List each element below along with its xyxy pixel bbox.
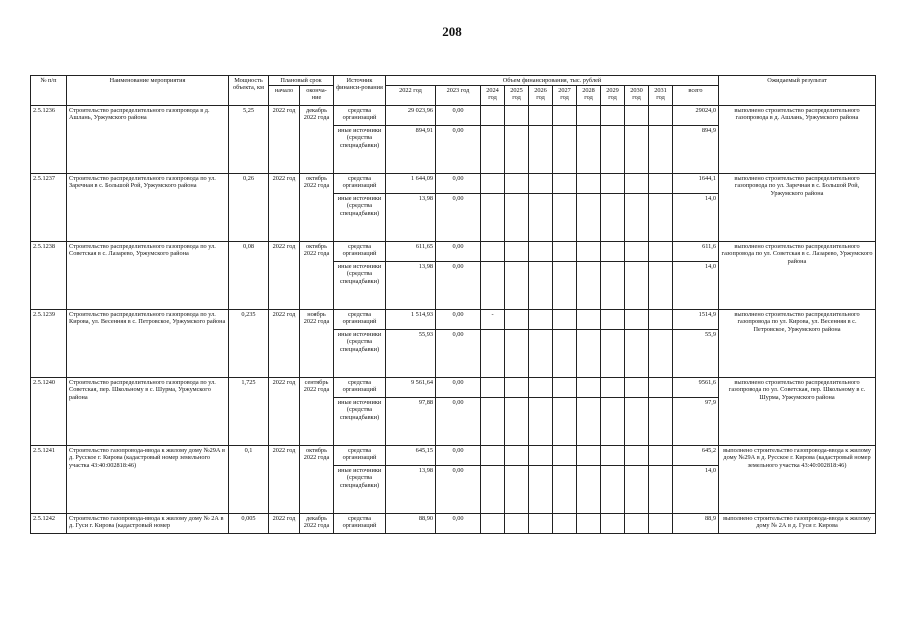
funding-table bbox=[30, 75, 876, 534]
row-year-2028 bbox=[577, 126, 601, 174]
row-year-2024 bbox=[481, 398, 505, 446]
row-value-2023: 0,00 bbox=[436, 106, 481, 126]
row-total: 1514,9 bbox=[673, 310, 719, 330]
row-end: октябрь 2022 года bbox=[300, 446, 334, 514]
row-value-2023: 0,00 bbox=[436, 310, 481, 330]
row-start: 2022 год bbox=[269, 242, 300, 310]
row-result: выполнено строительство газопровода-ввода к жилому дому №29А в д. Русское г. Кирова (кадастровый номер земельного участка 43:40:002818:46) bbox=[719, 446, 876, 514]
row-year-2025 bbox=[505, 174, 529, 194]
row-value-2022: 29 023,96 bbox=[386, 106, 436, 126]
row-result: выполнено строительство газопровода-ввода к жилому дому № 2А в д. Гуси г. Кирова bbox=[719, 514, 876, 534]
row-capacity: 0,08 bbox=[229, 242, 269, 310]
header-source: Источник финанси-рования bbox=[334, 76, 386, 106]
header-capacity: Мощность объекта, км bbox=[229, 76, 269, 106]
row-year-2026 bbox=[529, 126, 553, 174]
header-year-2031: 2031 год bbox=[649, 86, 673, 106]
row-value-2022: 1 644,09 bbox=[386, 174, 436, 194]
row-year-2025 bbox=[505, 330, 529, 378]
row-year-2029 bbox=[601, 466, 625, 514]
row-year-2025 bbox=[505, 126, 529, 174]
row-value-2022: 9 561,64 bbox=[386, 378, 436, 398]
row-end: сентябрь 2022 года bbox=[300, 378, 334, 446]
row-source-orgs: средства организаций bbox=[334, 310, 386, 330]
row-value-2023: 0,00 bbox=[436, 262, 481, 310]
row-end: октябрь 2022 года bbox=[300, 242, 334, 310]
header-total: всего bbox=[673, 86, 719, 106]
row-year-2028 bbox=[577, 398, 601, 446]
row-year-2025 bbox=[505, 106, 529, 126]
header-year-2023: 2023 год bbox=[436, 86, 481, 106]
row-result: выполнено строительство распределительного газопровода по ул. Кирова, ул. Весенняя в с. Петровское, Уржумского района bbox=[719, 310, 876, 378]
table-row bbox=[31, 514, 876, 534]
row-year-2024: - bbox=[481, 310, 505, 330]
row-year-2025 bbox=[505, 514, 529, 534]
header-year-2029: 2029 год bbox=[601, 86, 625, 106]
row-year-2031 bbox=[649, 126, 673, 174]
row-source-other: иные источники (средства спецнадбавки) bbox=[334, 466, 386, 514]
row-year-2026 bbox=[529, 466, 553, 514]
row-total: 1644,1 bbox=[673, 174, 719, 194]
row-year-2024 bbox=[481, 106, 505, 126]
row-year-2026 bbox=[529, 174, 553, 194]
row-year-2031 bbox=[649, 174, 673, 194]
row-year-2028 bbox=[577, 310, 601, 330]
table-header-row bbox=[31, 76, 876, 86]
row-year-2027 bbox=[553, 378, 577, 398]
row-num: 2.5.1242 bbox=[31, 514, 67, 534]
row-total: 894,9 bbox=[673, 126, 719, 174]
row-year-2024 bbox=[481, 378, 505, 398]
row-start: 2022 год bbox=[269, 446, 300, 514]
row-name: Строительство газопровода-ввода к жилому дому № 2А в д. Гуси г. Кирова (кадастровый номер bbox=[67, 514, 229, 534]
row-year-2026 bbox=[529, 446, 553, 466]
row-year-2031 bbox=[649, 330, 673, 378]
row-value-2023: 0,00 bbox=[436, 242, 481, 262]
row-end: декабрь 2022 года bbox=[300, 106, 334, 174]
row-num: 2.5.1241 bbox=[31, 446, 67, 514]
row-total: 14,0 bbox=[673, 262, 719, 310]
row-year-2025 bbox=[505, 194, 529, 242]
row-year-2026 bbox=[529, 514, 553, 534]
row-year-2025 bbox=[505, 310, 529, 330]
row-total: 645,2 bbox=[673, 446, 719, 466]
row-value-2022: 13,98 bbox=[386, 466, 436, 514]
row-value-2023: 0,00 bbox=[436, 194, 481, 242]
row-total: 611,6 bbox=[673, 242, 719, 262]
header-year-2025: 2025 год bbox=[505, 86, 529, 106]
row-name: Строительство распределительного газопровода по ул. Советская в с. Лазарево, Уржумского района bbox=[67, 242, 229, 310]
row-name: Строительство распределительного газопровода по ул. Кирова, ул. Весенняя в с. Петровское, Уржумского района bbox=[67, 310, 229, 378]
row-year-2027 bbox=[553, 466, 577, 514]
row-name: Строительство распределительного газопровода по ул. Советская, пер. Школьному в с. Шурма, Уржумского района bbox=[67, 378, 229, 446]
row-year-2029 bbox=[601, 126, 625, 174]
row-year-2026 bbox=[529, 378, 553, 398]
row-value-2023: 0,00 bbox=[436, 466, 481, 514]
header-year-2026: 2026 год bbox=[529, 86, 553, 106]
row-source-other: иные источники (средства спецнадбавки) bbox=[334, 398, 386, 446]
header-plan-end: оконча-ние bbox=[300, 86, 334, 106]
row-year-2028 bbox=[577, 330, 601, 378]
row-result: выполнено строительство распределительного газопровода по ул. Заречная в с. Большой Рой, Уржумского района bbox=[719, 174, 876, 242]
row-source-other: иные источники (средства спецнадбавки) bbox=[334, 262, 386, 310]
table-row bbox=[31, 310, 876, 330]
row-year-2030 bbox=[625, 378, 649, 398]
row-year-2030 bbox=[625, 446, 649, 466]
page-number: 208 bbox=[442, 24, 462, 39]
table-body bbox=[31, 106, 876, 534]
row-num: 2.5.1240 bbox=[31, 378, 67, 446]
header-result: Ожидаемый результат bbox=[719, 76, 876, 106]
row-year-2031 bbox=[649, 378, 673, 398]
row-year-2029 bbox=[601, 446, 625, 466]
row-year-2030 bbox=[625, 262, 649, 310]
row-year-2031 bbox=[649, 262, 673, 310]
header-plan-period: Плановый срок bbox=[269, 76, 334, 86]
row-value-2022: 1 514,93 bbox=[386, 310, 436, 330]
row-value-2023: 0,00 bbox=[436, 446, 481, 466]
row-value-2023: 0,00 bbox=[436, 174, 481, 194]
row-source-orgs: средства организаций bbox=[334, 242, 386, 262]
row-year-2028 bbox=[577, 262, 601, 310]
row-value-2022: 894,91 bbox=[386, 126, 436, 174]
row-year-2030 bbox=[625, 126, 649, 174]
row-result: выполнено строительство распределительного газопровода в д. Ашлань, Уржумского района bbox=[719, 106, 876, 174]
row-year-2026 bbox=[529, 262, 553, 310]
row-year-2025 bbox=[505, 446, 529, 466]
row-num: 2.5.1237 bbox=[31, 174, 67, 242]
row-value-2023: 0,00 bbox=[436, 378, 481, 398]
row-year-2027 bbox=[553, 242, 577, 262]
row-year-2024 bbox=[481, 262, 505, 310]
row-year-2030 bbox=[625, 330, 649, 378]
row-year-2030 bbox=[625, 514, 649, 534]
row-year-2025 bbox=[505, 262, 529, 310]
row-year-2030 bbox=[625, 398, 649, 446]
row-name: Строительство распределительного газопровода по ул. Заречная в с. Большой Рой, Уржумского района bbox=[67, 174, 229, 242]
row-year-2026 bbox=[529, 194, 553, 242]
row-end: ноябрь 2022 года bbox=[300, 310, 334, 378]
row-year-2031 bbox=[649, 242, 673, 262]
row-year-2024 bbox=[481, 126, 505, 174]
row-total: 97,9 bbox=[673, 398, 719, 446]
row-year-2027 bbox=[553, 262, 577, 310]
row-total: 14,0 bbox=[673, 194, 719, 242]
row-year-2025 bbox=[505, 242, 529, 262]
row-capacity: 0,1 bbox=[229, 446, 269, 514]
row-value-2022: 13,98 bbox=[386, 194, 436, 242]
row-year-2028 bbox=[577, 106, 601, 126]
row-year-2025 bbox=[505, 398, 529, 446]
row-name: Строительство газопровода-ввода к жилому дому №29А в д. Русское г. Кирова (кадастровый номер земельного участка 43:40:002818:46) bbox=[67, 446, 229, 514]
row-capacity: 5,25 bbox=[229, 106, 269, 174]
header-funding: Объем финансирования, тыс. рублей bbox=[386, 76, 719, 86]
row-year-2028 bbox=[577, 514, 601, 534]
row-year-2029 bbox=[601, 106, 625, 126]
row-year-2028 bbox=[577, 466, 601, 514]
row-year-2028 bbox=[577, 242, 601, 262]
row-source-orgs: средства организаций bbox=[334, 446, 386, 466]
header-year-2028: 2028 год bbox=[577, 86, 601, 106]
row-source-other: иные источники (средства спецнадбавки) bbox=[334, 126, 386, 174]
row-start: 2022 год bbox=[269, 106, 300, 174]
row-year-2027 bbox=[553, 194, 577, 242]
row-year-2024 bbox=[481, 330, 505, 378]
row-year-2030 bbox=[625, 194, 649, 242]
row-year-2025 bbox=[505, 378, 529, 398]
row-num: 2.5.1236 bbox=[31, 106, 67, 174]
row-year-2029 bbox=[601, 174, 625, 194]
row-value-2023: 0,00 bbox=[436, 126, 481, 174]
header-plan-start: начало bbox=[269, 86, 300, 106]
row-year-2028 bbox=[577, 194, 601, 242]
row-num: 2.5.1239 bbox=[31, 310, 67, 378]
header-year-2027: 2027 год bbox=[553, 86, 577, 106]
row-value-2022: 97,88 bbox=[386, 398, 436, 446]
row-num: 2.5.1238 bbox=[31, 242, 67, 310]
header-num: № п/п bbox=[31, 76, 67, 106]
row-capacity: 1,725 bbox=[229, 378, 269, 446]
table-row bbox=[31, 174, 876, 194]
row-total: 88,9 bbox=[673, 514, 719, 534]
row-year-2027 bbox=[553, 126, 577, 174]
row-year-2024 bbox=[481, 194, 505, 242]
row-year-2026 bbox=[529, 310, 553, 330]
row-year-2031 bbox=[649, 514, 673, 534]
row-year-2024 bbox=[481, 446, 505, 466]
row-year-2027 bbox=[553, 514, 577, 534]
table-row bbox=[31, 378, 876, 398]
row-year-2031 bbox=[649, 310, 673, 330]
row-year-2026 bbox=[529, 398, 553, 446]
row-year-2030 bbox=[625, 174, 649, 194]
row-result: выполнено строительство распределительного газопровода по ул. Советская в с. Лазарево, Уржумского района bbox=[719, 242, 876, 310]
row-value-2023: 0,00 bbox=[436, 398, 481, 446]
row-value-2023: 0,00 bbox=[436, 330, 481, 378]
row-year-2031 bbox=[649, 106, 673, 126]
row-year-2028 bbox=[577, 446, 601, 466]
row-source-other: иные источники (средства спецнадбавки) bbox=[334, 194, 386, 242]
row-year-2031 bbox=[649, 446, 673, 466]
row-start: 2022 год bbox=[269, 174, 300, 242]
row-start: 2022 год bbox=[269, 310, 300, 378]
row-year-2029 bbox=[601, 194, 625, 242]
row-year-2026 bbox=[529, 106, 553, 126]
header-year-2022: 2022 год bbox=[386, 86, 436, 106]
row-total: 55,9 bbox=[673, 330, 719, 378]
row-year-2029 bbox=[601, 262, 625, 310]
row-start: 2022 год bbox=[269, 514, 300, 534]
row-year-2029 bbox=[601, 514, 625, 534]
row-year-2029 bbox=[601, 310, 625, 330]
table-row bbox=[31, 106, 876, 126]
row-year-2025 bbox=[505, 466, 529, 514]
row-value-2022: 645,15 bbox=[386, 446, 436, 466]
row-year-2027 bbox=[553, 106, 577, 126]
row-year-2027 bbox=[553, 446, 577, 466]
row-year-2027 bbox=[553, 330, 577, 378]
row-source-orgs: средства организаций bbox=[334, 514, 386, 534]
row-year-2028 bbox=[577, 174, 601, 194]
row-total: 29024,0 bbox=[673, 106, 719, 126]
row-year-2027 bbox=[553, 310, 577, 330]
header-year-2024: 2024 год bbox=[481, 86, 505, 106]
row-year-2029 bbox=[601, 378, 625, 398]
row-end: декабрь 2022 года bbox=[300, 514, 334, 534]
row-year-2030 bbox=[625, 310, 649, 330]
row-year-2030 bbox=[625, 106, 649, 126]
row-year-2027 bbox=[553, 174, 577, 194]
row-source-orgs: средства организаций bbox=[334, 378, 386, 398]
row-year-2024 bbox=[481, 466, 505, 514]
row-year-2031 bbox=[649, 194, 673, 242]
row-year-2027 bbox=[553, 398, 577, 446]
row-end: октябрь 2022 года bbox=[300, 174, 334, 242]
row-total: 14,0 bbox=[673, 466, 719, 514]
header-year-2030: 2030 год bbox=[625, 86, 649, 106]
row-year-2029 bbox=[601, 398, 625, 446]
row-value-2022: 55,93 bbox=[386, 330, 436, 378]
row-year-2024 bbox=[481, 514, 505, 534]
header-name: Наименование мероприятия bbox=[67, 76, 229, 106]
row-year-2030 bbox=[625, 242, 649, 262]
row-value-2022: 13,98 bbox=[386, 262, 436, 310]
row-capacity: 0,235 bbox=[229, 310, 269, 378]
row-year-2029 bbox=[601, 242, 625, 262]
row-year-2028 bbox=[577, 378, 601, 398]
row-year-2024 bbox=[481, 242, 505, 262]
row-capacity: 0,005 bbox=[229, 514, 269, 534]
row-year-2026 bbox=[529, 242, 553, 262]
row-source-other: иные источники (средства спецнадбавки) bbox=[334, 330, 386, 378]
row-year-2030 bbox=[625, 466, 649, 514]
row-year-2024 bbox=[481, 174, 505, 194]
row-result: выполнено строительство распределительного газопровода по ул. Советская, пер. Школьному в с. Шурма, Уржумского района bbox=[719, 378, 876, 446]
table-row bbox=[31, 242, 876, 262]
row-year-2026 bbox=[529, 330, 553, 378]
row-start: 2022 год bbox=[269, 378, 300, 446]
row-value-2022: 88,90 bbox=[386, 514, 436, 534]
row-source-orgs: средства организаций bbox=[334, 106, 386, 126]
row-year-2031 bbox=[649, 466, 673, 514]
row-source-orgs: средства организаций bbox=[334, 174, 386, 194]
row-value-2022: 611,65 bbox=[386, 242, 436, 262]
table-row bbox=[31, 446, 876, 466]
row-value-2023: 0,00 bbox=[436, 514, 481, 534]
row-year-2029 bbox=[601, 330, 625, 378]
row-name: Строительство распределительного газопровода в д. Ашлань, Уржумского района bbox=[67, 106, 229, 174]
row-total: 9561,6 bbox=[673, 378, 719, 398]
row-year-2031 bbox=[649, 398, 673, 446]
row-capacity: 0,26 bbox=[229, 174, 269, 242]
